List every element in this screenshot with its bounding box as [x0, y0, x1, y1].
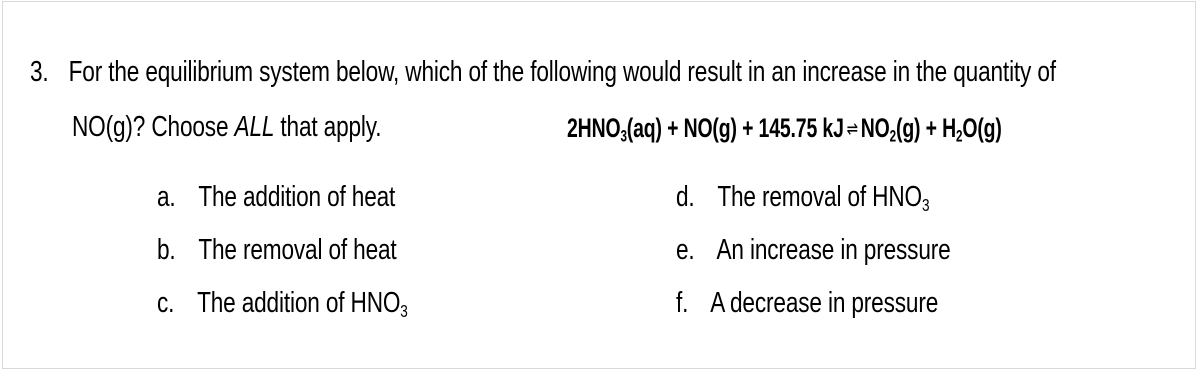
option-sub: 3 [400, 300, 408, 321]
question-emphasis: ALL [234, 111, 275, 143]
equilibrium-equation [567, 113, 1002, 146]
option-text: An increase in pressure [716, 234, 951, 266]
option-c[interactable] [157, 287, 408, 321]
question-text-line-1: For the equilibrium system below, which of the following would result in an increase in the quantity of [68, 56, 1056, 88]
option-letter: b. [157, 234, 176, 266]
question-line-1 [30, 58, 1056, 87]
eq-product-2-sub: 2 [956, 127, 963, 146]
option-b[interactable] [157, 236, 397, 265]
option-d[interactable] [676, 181, 930, 215]
option-text: The addition of HNO [197, 287, 401, 319]
option-letter: f. [676, 287, 689, 319]
option-e[interactable] [676, 236, 951, 265]
option-letter: e. [676, 234, 695, 266]
option-sub: 3 [921, 194, 930, 215]
option-text: The addition of heat [198, 181, 396, 213]
option-text: The removal of HNO [717, 181, 922, 213]
question-text-suffix: that apply. [274, 111, 382, 143]
option-f[interactable] [676, 289, 938, 318]
option-letter: d. [676, 181, 695, 213]
eq-reactant-1-sub: 3 [620, 127, 627, 146]
eq-product-1-sub: 2 [889, 127, 896, 146]
question-number: 3. [30, 56, 49, 88]
option-text: The removal of heat [198, 234, 397, 266]
equilibrium-arrow-icon: ⇌ [846, 118, 858, 140]
eq-product-1: NO [860, 113, 890, 143]
eq-reactant-1: 2HNO [567, 113, 621, 143]
eq-product-state: (g) + H [895, 113, 957, 143]
eq-product-2: O(g) [962, 113, 1002, 143]
option-a[interactable] [157, 183, 395, 212]
question-line-2 [72, 113, 381, 142]
option-text: A decrease in pressure [710, 287, 939, 319]
option-letter: c. [157, 287, 175, 319]
option-letter: a. [157, 181, 176, 213]
eq-reactant-state: (aq) + NO(g) + 145.75 kJ [626, 113, 844, 143]
question-text-prefix: NO(g)? Choose [72, 111, 235, 143]
